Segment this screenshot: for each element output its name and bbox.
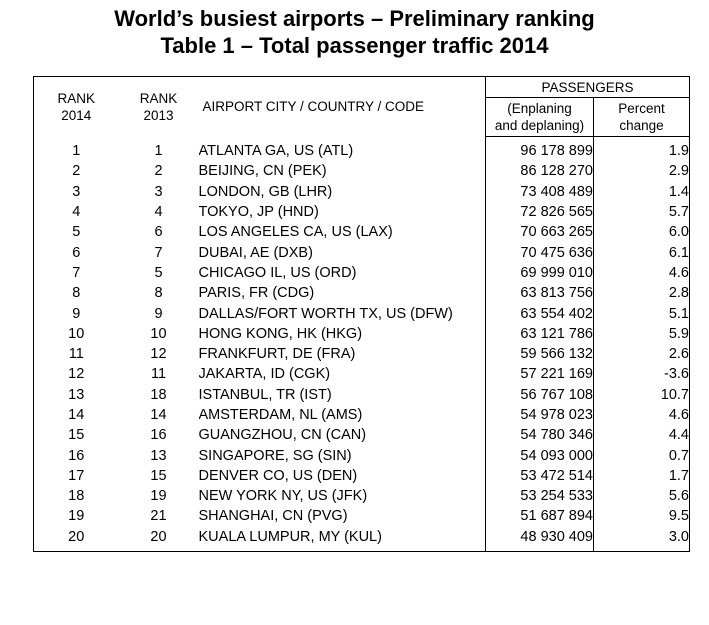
percent-change-cell: 5.7: [594, 202, 690, 222]
percent-change-cell: 2.6: [594, 344, 690, 364]
header-rank-2014-line1: RANK: [57, 90, 95, 106]
passengers-cell: 70 475 636: [486, 242, 594, 262]
percent-change-cell: 0.7: [594, 445, 690, 465]
rank-2014-cell: 7: [72, 264, 81, 281]
rank-2013-cell: 1: [154, 142, 163, 159]
airport-cell: NEW YORK NY, US (JFK): [199, 486, 486, 506]
rank-2013-cell: 13: [150, 447, 167, 464]
rank-2013-cell: 15: [150, 467, 167, 484]
passengers-cell: 59 566 132: [486, 344, 594, 364]
table-row: [34, 137, 690, 162]
percent-change-cell: 4.6: [594, 263, 690, 283]
airport-cell: GUANGZHOU, CN (CAN): [199, 425, 486, 445]
rank-2013-cell: 14: [150, 407, 167, 423]
rank-2014-cell: 16: [68, 447, 85, 464]
airport-cell: SHANGHAI, CN (PVG): [199, 506, 486, 526]
header-enplaning-line2: and deplaning): [494, 118, 585, 133]
airport-cell: ISTANBUL, TR (IST): [199, 385, 486, 405]
passengers-cell: 57 221 169: [486, 364, 594, 384]
airport-cell: HONG KONG, HK (HKG): [199, 324, 486, 344]
rank-2014-cell: 20: [68, 528, 85, 545]
rank-2014-cell: 9: [72, 305, 81, 322]
rank-2013-cell: 12: [150, 346, 167, 363]
passengers-cell: 63 121 786: [486, 324, 594, 344]
airport-cell: DALLAS/FORT WORTH TX, US (DFW): [199, 303, 486, 323]
table-row: [34, 506, 690, 526]
airport-cell: LONDON, GB (LHR): [199, 182, 486, 202]
table-row: [34, 364, 690, 384]
percent-change-cell: 4.6: [594, 405, 690, 425]
table-row: [34, 222, 690, 242]
percent-change-cell: 1.4: [594, 182, 690, 202]
header-percent-line1: Percent: [618, 101, 665, 116]
table-row: [34, 303, 690, 323]
table-row: [34, 466, 690, 486]
rank-2013-cell: 11: [150, 366, 167, 383]
table-row: [34, 161, 690, 181]
rank-2014-cell: 14: [68, 407, 85, 423]
table-body: [34, 137, 690, 552]
percent-change-cell: 5.6: [594, 486, 690, 506]
rank-2014-cell: 10: [68, 325, 85, 342]
header-rank-2014: [34, 77, 119, 137]
rank-2014-cell: 4: [72, 204, 81, 221]
percent-change-cell: 1.7: [594, 466, 690, 486]
airport-cell: BEIJING, CN (PEK): [199, 161, 486, 181]
passengers-cell: 96 178 899: [486, 137, 594, 162]
table-row: [34, 202, 690, 222]
table-row: [34, 527, 690, 552]
rank-2014-cell: 15: [68, 427, 85, 444]
rank-2014-cell: 5: [72, 224, 81, 241]
passengers-cell: 54 978 023: [486, 405, 594, 425]
header-airport: AIRPORT CITY / COUNTRY / CODE: [199, 77, 486, 137]
header-rank-2013: [119, 77, 199, 137]
passengers-cell: 51 687 894: [486, 506, 594, 526]
header-passengers: PASSENGERS: [486, 77, 690, 98]
rank-2014-cell: 12: [68, 366, 85, 383]
airport-cell: PARIS, FR (CDG): [199, 283, 486, 303]
percent-change-cell: 5.1: [594, 303, 690, 323]
rank-2013-cell: 9: [154, 305, 163, 322]
rank-2014-cell: 18: [68, 488, 85, 505]
passengers-cell: 63 554 402: [486, 303, 594, 323]
passengers-cell: 56 767 108: [486, 385, 594, 405]
rank-2013-cell: 3: [154, 183, 163, 200]
table-row: [34, 283, 690, 303]
percent-change-cell: 2.8: [594, 283, 690, 303]
rank-2013-cell: 4: [154, 204, 163, 221]
ranking-table: [33, 76, 690, 552]
passengers-cell: 53 254 533: [486, 486, 594, 506]
passengers-cell: 70 663 265: [486, 222, 594, 242]
passengers-cell: 69 999 010: [486, 263, 594, 283]
rank-2013-cell: 6: [154, 224, 163, 241]
title-line-2: Table 1 – Total passenger traffic 2014: [160, 33, 549, 58]
passengers-cell: 73 408 489: [486, 182, 594, 202]
table-row: [34, 242, 690, 262]
table-row: [34, 405, 690, 425]
percent-change-cell: 1.9: [594, 137, 690, 162]
passengers-cell: 53 472 514: [486, 466, 594, 486]
percent-change-cell: 10.7: [594, 385, 690, 405]
table-row: [34, 263, 690, 283]
percent-change-cell: 2.9: [594, 161, 690, 181]
rank-2014-cell: 19: [68, 508, 85, 525]
percent-change-cell: 6.0: [594, 222, 690, 242]
rank-2013-cell: 18: [150, 386, 167, 403]
passengers-cell: 72 826 565: [486, 202, 594, 222]
airport-cell: CHICAGO IL, US (ORD): [199, 263, 486, 283]
passengers-cell: 54 093 000: [486, 445, 594, 465]
rank-2014-cell: 6: [72, 244, 81, 261]
rank-2014-cell: 11: [68, 346, 84, 363]
table-row: [34, 182, 690, 202]
rank-2013-cell: 20: [150, 528, 167, 545]
airport-cell: KUALA LUMPUR, MY (KUL): [199, 527, 486, 552]
header-enplaning: [486, 98, 594, 137]
rank-2014-cell: 3: [72, 183, 81, 200]
table-row: [34, 385, 690, 405]
table-row: [34, 486, 690, 506]
header-percent-line2: change: [619, 118, 664, 133]
airport-cell: LOS ANGELES CA, US (LAX): [199, 222, 486, 242]
rank-2013-cell: 19: [150, 488, 167, 505]
table-row: [34, 445, 690, 465]
airport-cell: ATLANTA GA, US (ATL): [199, 137, 486, 162]
passengers-cell: 54 780 346: [486, 425, 594, 445]
rank-2013-cell: 2: [154, 163, 163, 180]
airport-cell: DUBAI, AE (DXB): [199, 242, 486, 262]
header-rank-2014-line2: 2014: [61, 107, 92, 123]
percent-change-cell: 4.4: [594, 425, 690, 445]
airport-cell: DENVER CO, US (DEN): [199, 466, 486, 486]
table-row: [34, 324, 690, 344]
percent-change-cell: 6.1: [594, 242, 690, 262]
rank-2014-cell: 2: [72, 163, 81, 180]
airport-cell: AMSTERDAM, NL (AMS): [199, 405, 486, 425]
airport-cell: FRANKFURT, DE (FRA): [199, 344, 486, 364]
header-percent-change: [594, 98, 690, 137]
passengers-cell: 63 813 756: [486, 283, 594, 303]
passengers-cell: 86 128 270: [486, 161, 594, 181]
percent-change-cell: -3.6: [594, 364, 690, 384]
rank-2013-cell: 7: [154, 244, 163, 261]
rank-2014-cell: 8: [72, 285, 81, 302]
header-rank-2013-line1: RANK: [139, 90, 178, 106]
percent-change-cell: 3.0: [594, 527, 690, 552]
percent-change-cell: 5.9: [594, 324, 690, 344]
percent-change-cell: 9.5: [594, 506, 690, 526]
airport-cell: SINGAPORE, SG (SIN): [199, 445, 486, 465]
rank-2014-cell: 17: [68, 467, 85, 484]
airport-cell: TOKYO, JP (HND): [199, 202, 486, 222]
rank-2014-cell: 1: [72, 142, 81, 159]
table-row: [34, 344, 690, 364]
rank-2013-cell: 16: [150, 427, 167, 444]
airport-cell: JAKARTA, ID (CGK): [199, 364, 486, 384]
passengers-cell: 48 930 409: [486, 527, 594, 552]
rank-2014-cell: 13: [68, 386, 85, 403]
rank-2013-cell: 21: [150, 508, 167, 525]
header-rank-2013-line2: 2013: [143, 107, 174, 123]
rank-2013-cell: 10: [150, 325, 167, 342]
rank-2013-cell: 8: [154, 285, 163, 302]
table-row: [34, 425, 690, 445]
rank-2013-cell: 5: [154, 264, 163, 281]
title-line-1: World’s busiest airports – Preliminary ranking: [114, 6, 595, 31]
header-enplaning-line1: (Enplaning: [507, 101, 572, 116]
